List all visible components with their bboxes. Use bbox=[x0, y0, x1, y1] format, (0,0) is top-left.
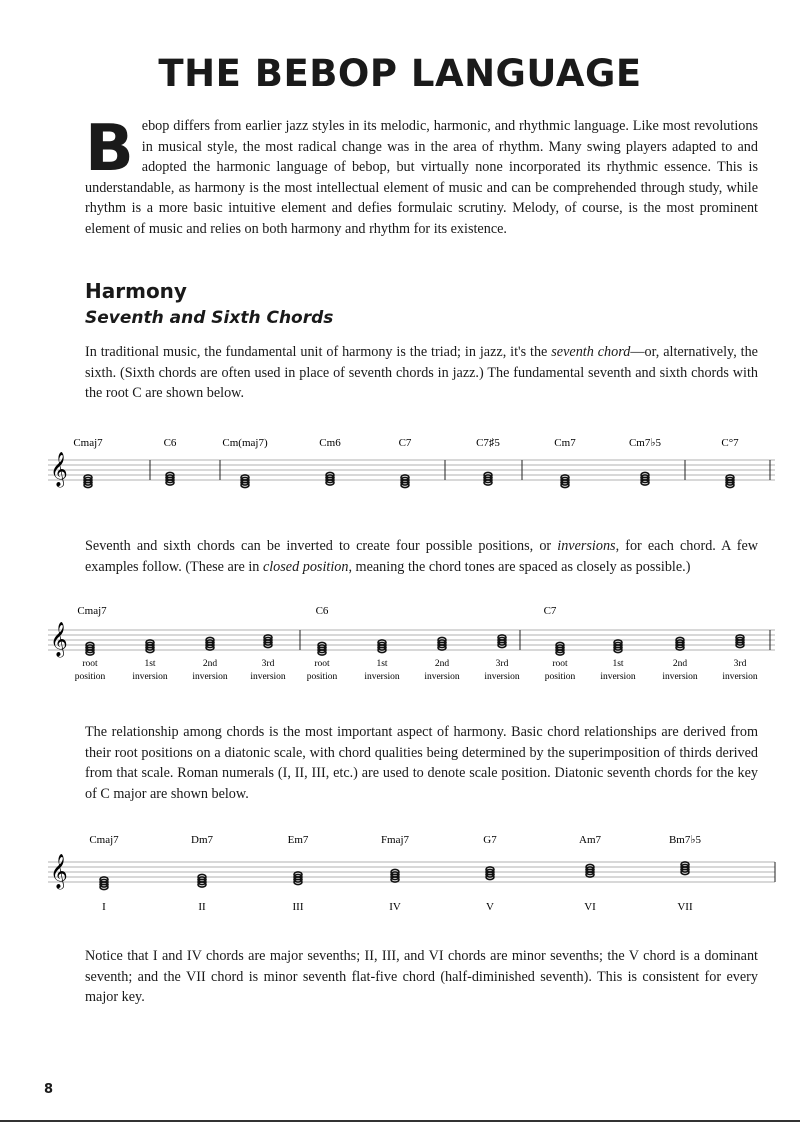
inversion-label: inversion bbox=[600, 672, 636, 682]
roman-numeral: I bbox=[102, 901, 106, 913]
text-run: In traditional music, the fundamental unit of harmony is the triad; in jazz, it's the bbox=[85, 344, 552, 360]
paragraph-inversions bbox=[85, 536, 758, 577]
inversion-label: inversion bbox=[364, 672, 400, 682]
inversion-label: root bbox=[314, 659, 330, 669]
paragraph-major-key-qualities: Notice that I and IV chords are major sevenths; II, III, and VI chords are minor sevenths; the V chord is a dominant seventh; and the VII chord is minor seventh flat-five chord (half-diminished seventh). This is consistent for every major key. bbox=[85, 948, 758, 1005]
example-2-staff bbox=[48, 605, 775, 682]
paragraph-chord-relationships: The relationship among chords is the most important aspect of harmony. Basic chord relationships are derived from their root positions on a diatonic scale, with chord qualities being determined by the superimposition of thirds derived from that scale. Roman numerals (I, II, III, etc.) are used to denote scale position. Diatonic seventh chords for the key of C major are shown below. bbox=[85, 724, 758, 802]
chord-symbol: Dm7 bbox=[191, 834, 213, 846]
roman-numeral: VII bbox=[677, 901, 693, 913]
treble-clef-icon: 𝄞 bbox=[50, 452, 68, 487]
inversion-label: inversion bbox=[250, 672, 286, 682]
inversion-label: inversion bbox=[662, 672, 698, 682]
roman-numeral: II bbox=[198, 901, 206, 913]
inversion-label: 3rd bbox=[733, 659, 747, 669]
roman-numeral: VI bbox=[584, 901, 596, 913]
inversion-label: root bbox=[552, 659, 568, 669]
chord-symbol: Fmaj7 bbox=[380, 834, 410, 846]
inversion-label: position bbox=[306, 672, 338, 682]
inversion-label: inversion bbox=[484, 672, 520, 682]
inversion-label: inversion bbox=[424, 672, 460, 682]
chord-symbol: C7 bbox=[398, 437, 412, 449]
inversion-label: inversion bbox=[722, 672, 758, 682]
chord-symbol: C7♯5 bbox=[476, 437, 500, 449]
inversion-label: 1st bbox=[144, 659, 156, 669]
intro-text: ebop differs from earlier jazz styles in its melodic, harmonic, and rhythmic language. Like most revolutions in musical style, the most radical change was in the area of rhythm. Many swing players adapted to and adopted the harmonic language of bebop, but virtually none incorporated its rhythmic essence. This is understandable, as harmony is the most intellectual element of music and can be comprehended through study, while rhythm is a more basic intuitive element and defies formulaic scrutiny. Melody, of course, is the most prominent element of music and relies on both harmony and rhythm for its existence. bbox=[85, 118, 758, 237]
chord-symbol: Cm7 bbox=[554, 437, 576, 449]
inversion-label: 3rd bbox=[495, 659, 509, 669]
inversion-label: 3rd bbox=[261, 659, 275, 669]
inversion-label: root bbox=[82, 659, 98, 669]
chord-symbol: Cmaj7 bbox=[77, 605, 107, 617]
roman-numeral: IV bbox=[389, 901, 401, 913]
treble-clef-icon: 𝄞 bbox=[50, 854, 68, 889]
chord-symbol: C6 bbox=[163, 437, 177, 449]
chord-symbol: Cm(maj7) bbox=[222, 437, 268, 449]
subsection-heading-seventh-sixth: Seventh and Sixth Chords bbox=[85, 308, 334, 328]
emphasis-inversions: inversions bbox=[557, 538, 616, 554]
chord-symbol: Em7 bbox=[287, 834, 309, 846]
chord-symbol: Cm6 bbox=[319, 437, 341, 449]
text-run: , meaning the chord tones are spaced as closely as possible.) bbox=[348, 558, 691, 575]
chord-symbol: Cm7♭5 bbox=[628, 437, 662, 449]
chord-symbol: Bm7♭5 bbox=[668, 834, 702, 846]
inversion-label: inversion bbox=[192, 672, 228, 682]
text-run: —or, alternatively, the sixth. (Sixth chords are often used in place of seventh chords in jazz.) The fundamental seventh and sixth chords with the root C are shown below. bbox=[85, 344, 758, 401]
inversion-label: 2nd bbox=[672, 659, 688, 669]
inversion-label: 2nd bbox=[202, 659, 218, 669]
inversion-label: 1st bbox=[376, 659, 388, 669]
chord-symbol: Am7 bbox=[579, 834, 601, 846]
text-run: , for each chord. A few examples follow. (These are in bbox=[85, 538, 759, 575]
inversion-label: inversion bbox=[132, 672, 168, 682]
page-title: THE BEBOP LANGUAGE bbox=[158, 52, 642, 95]
inversion-label: 1st bbox=[612, 659, 624, 669]
chord-symbol: Cmaj7 bbox=[73, 437, 103, 449]
inversion-label: 2nd bbox=[434, 659, 450, 669]
chord-symbol: C7 bbox=[543, 605, 557, 617]
inversion-label: position bbox=[74, 672, 106, 682]
drop-cap: B bbox=[85, 112, 134, 186]
chord-symbol: C°7 bbox=[721, 437, 739, 449]
chord-symbol: G7 bbox=[483, 834, 497, 846]
section-heading-harmony: Harmony bbox=[85, 279, 187, 303]
example-1-staff bbox=[48, 437, 775, 488]
emphasis-seventh-chord: seventh chord bbox=[551, 344, 631, 360]
emphasis-closed-position: closed position bbox=[262, 558, 349, 575]
roman-numeral: III bbox=[292, 901, 304, 913]
footer-rule bbox=[0, 1120, 800, 1122]
example-3-staff bbox=[48, 834, 775, 913]
roman-numeral: V bbox=[486, 901, 494, 913]
text-run: Seventh and sixth chords can be inverted to create four possible positions, or bbox=[85, 538, 558, 554]
inversion-label: position bbox=[544, 672, 576, 682]
page-number: 8 bbox=[44, 1082, 54, 1097]
chord-symbol: C6 bbox=[315, 605, 329, 617]
treble-clef-icon: 𝄞 bbox=[50, 622, 68, 657]
chord-symbol: Cmaj7 bbox=[89, 834, 119, 846]
